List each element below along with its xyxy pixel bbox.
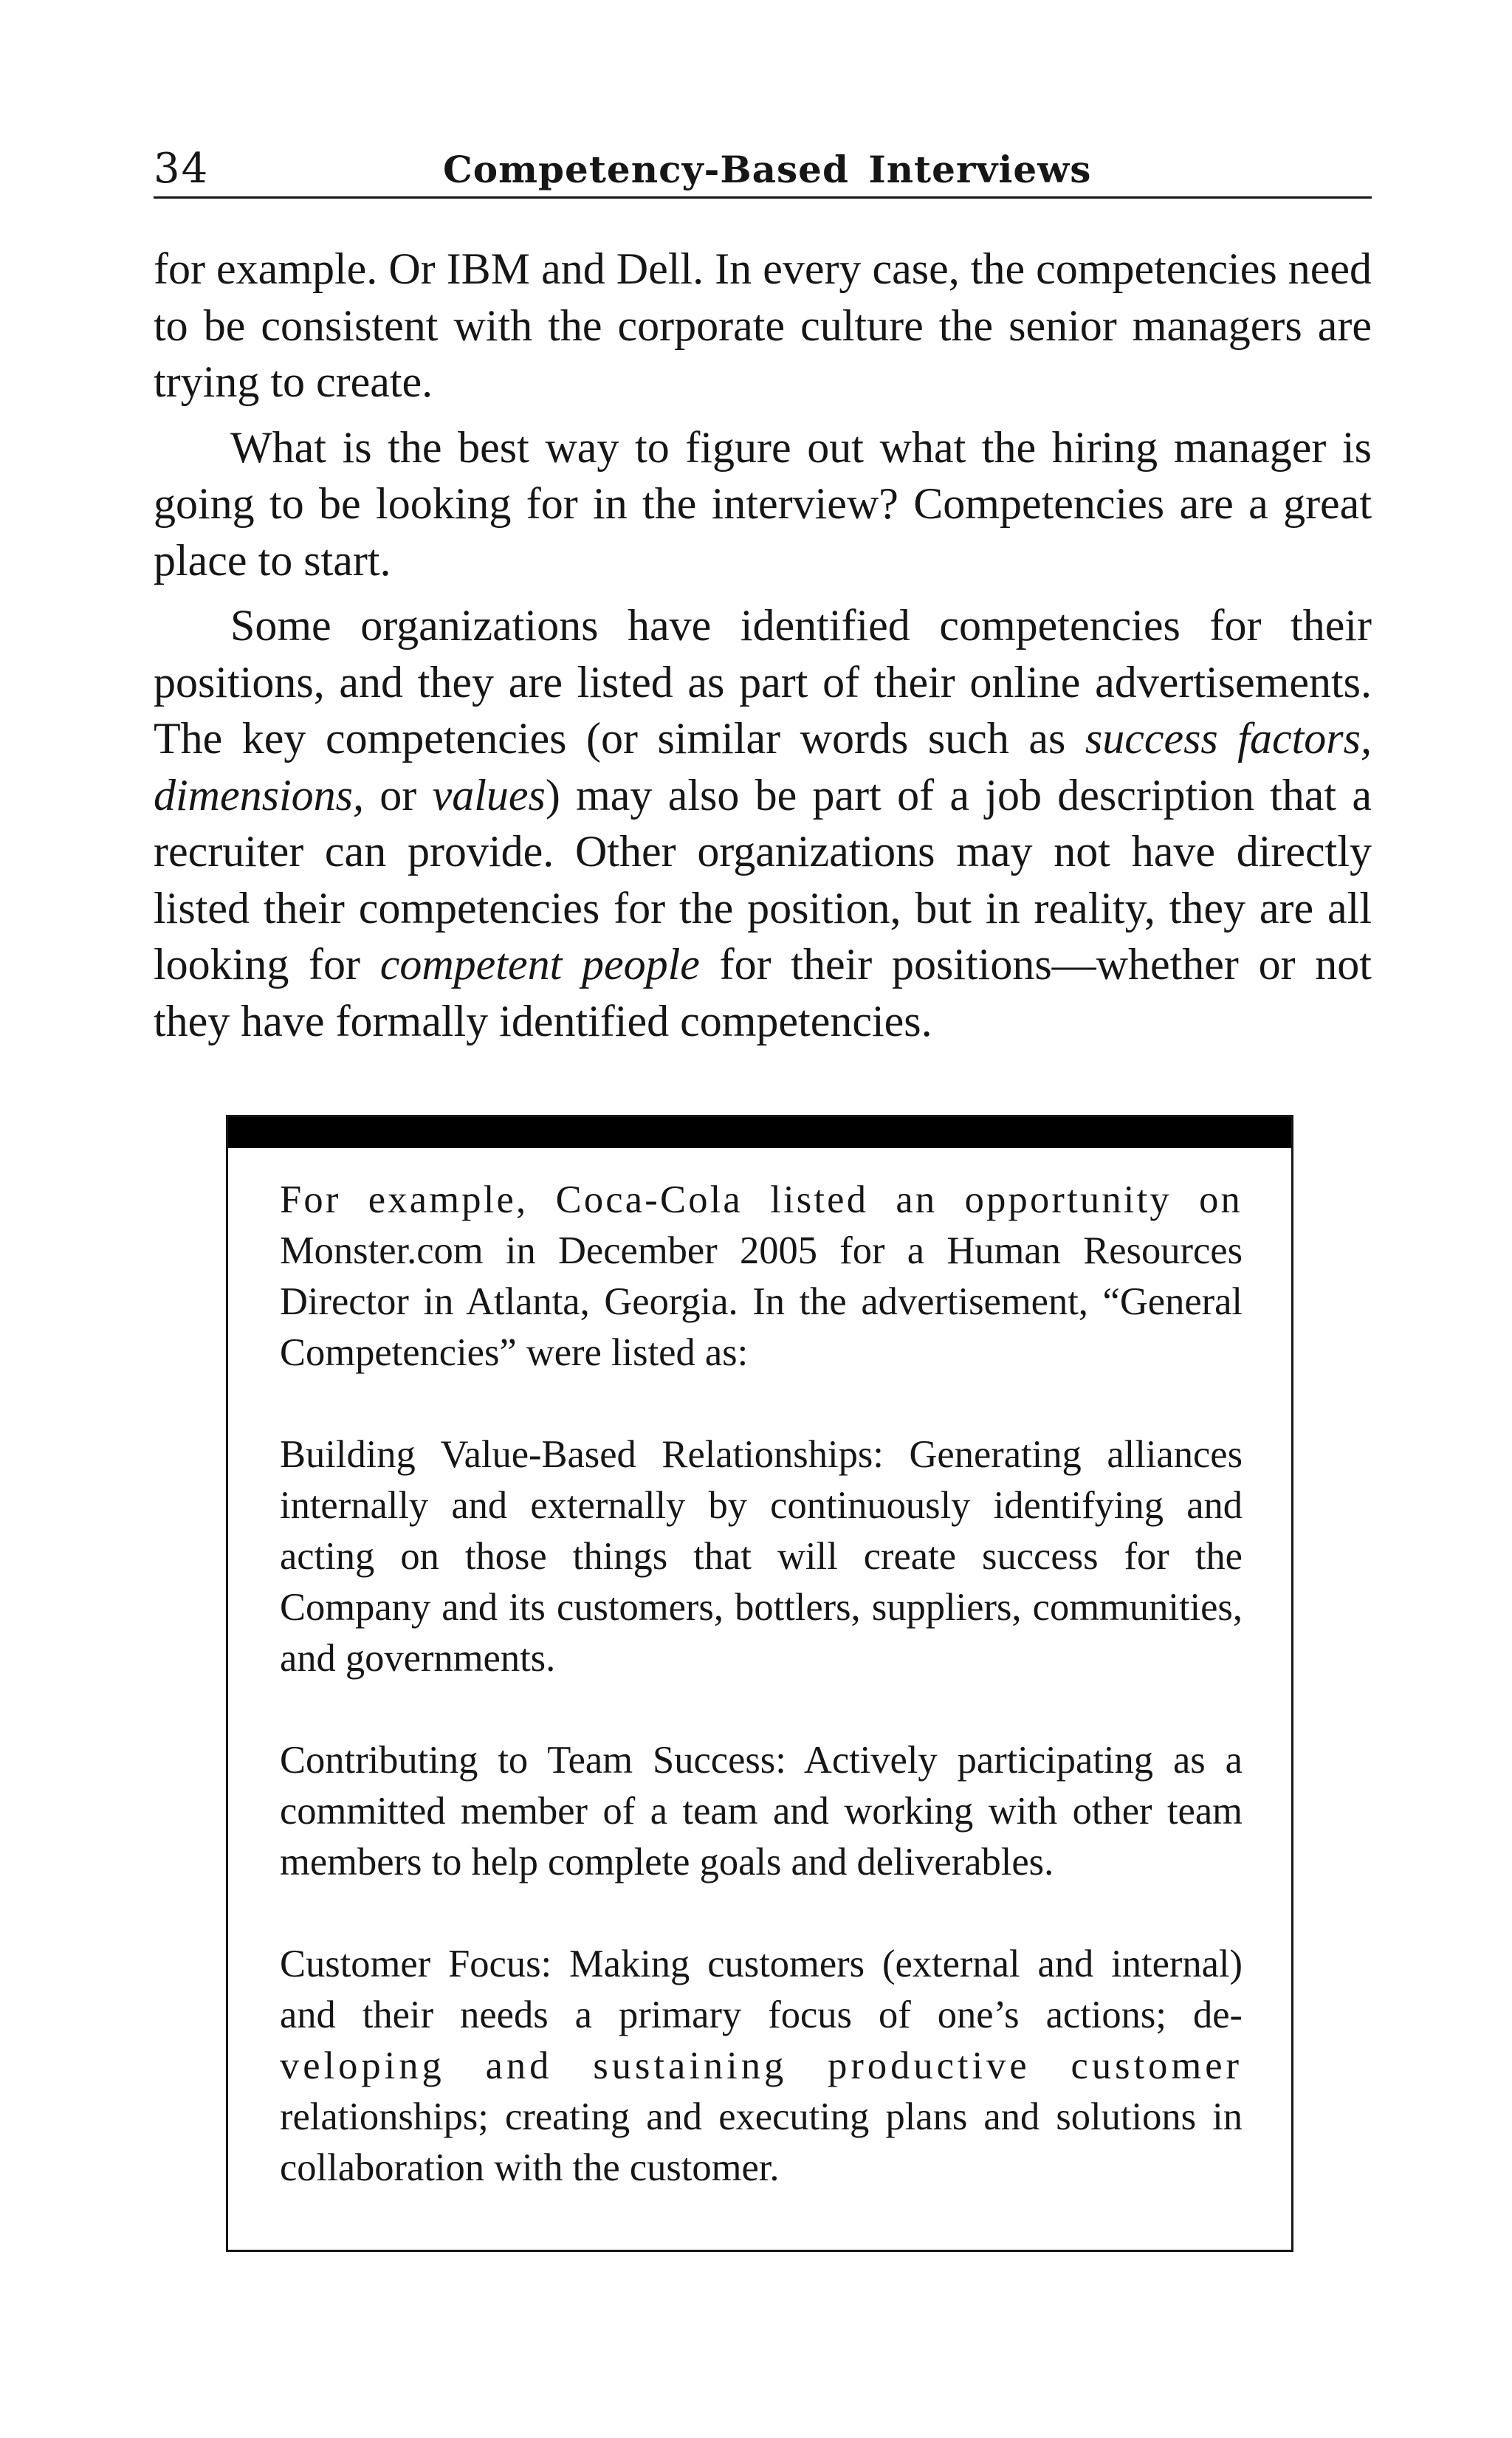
paragraph-2: What is the best way to figure out what the hiring manager is going to be looking for in the interview? Competencies are a great place to start. [154,422,1372,585]
running-title: Competency-Based Interviews [443,148,1092,191]
page-number: 34 [154,145,210,193]
example-sidebar-box [226,1115,1293,2252]
paragraph-3-emphasis-3: competent people [379,940,700,989]
competency-item-3-spaced: veloping and sustaining productive customer [280,2044,1243,2087]
paragraph-3-text-3: ) may also be part of a job description that a recruiter can provide. Other organizations may not have directly listed their competencies for the position, but in reality, they are all looking for [154,770,1372,989]
competency-item-3-part-1: Customer Focus: Making customers (external and internal) and their needs a primary focus of one’s actions; de- [280,1943,1243,2036]
paragraph-3-emphasis-2: values [432,770,546,820]
sidebar-intro-line-1: For example, Coca-Cola listed an opportunity on [280,1178,1243,1221]
competency-item-1: Building Value-Based Relationships: Generating alliances internally and externally by continuously identifying and acting on those things that will create success for the Company and its customers, bottlers, suppliers, communities, and governments. [280,1433,1243,1680]
paragraph-3 [154,597,1372,1049]
paragraph-3-text-2: or [364,770,433,820]
paragraph-3-emphasis-1: success factors, dimensions, [154,714,1372,820]
paragraph-3-text-1: Some organizations have identified competencies for their positions, and they are listed as part of their online advertisements. The key competencies (or similar words such as [154,601,1372,763]
competency-item-2: Contributing to Team Success: Actively participating as a committed member of a team and working with other team members to help complete goals and deliverables. [280,1739,1243,1884]
competency-item-3 [280,1939,1243,2194]
sidebar-intro [280,1175,1243,1378]
body-text [154,241,1372,1058]
paragraph-3-text-4: for their positions—whether or not they have formally identified competencies. [154,940,1372,1045]
running-header [154,140,1372,199]
competency-item-3-part-2: relationships; creating and executing plans and solutions in collaboration with the customer. [280,2095,1243,2189]
sidebar-intro-rest: Monster.com in December 2005 for a Human Resources Director in Atlanta, Georgia. In the advertisement, “General Competencies” were listed as: [280,1229,1243,1374]
paragraph-1: for example. Or IBM and Dell. In every case, the competencies need to be consistent with the corporate culture the senior managers are trying to create. [154,244,1372,406]
sidebar-header-bar [228,1117,1291,1148]
sidebar-content [280,1175,1243,2194]
